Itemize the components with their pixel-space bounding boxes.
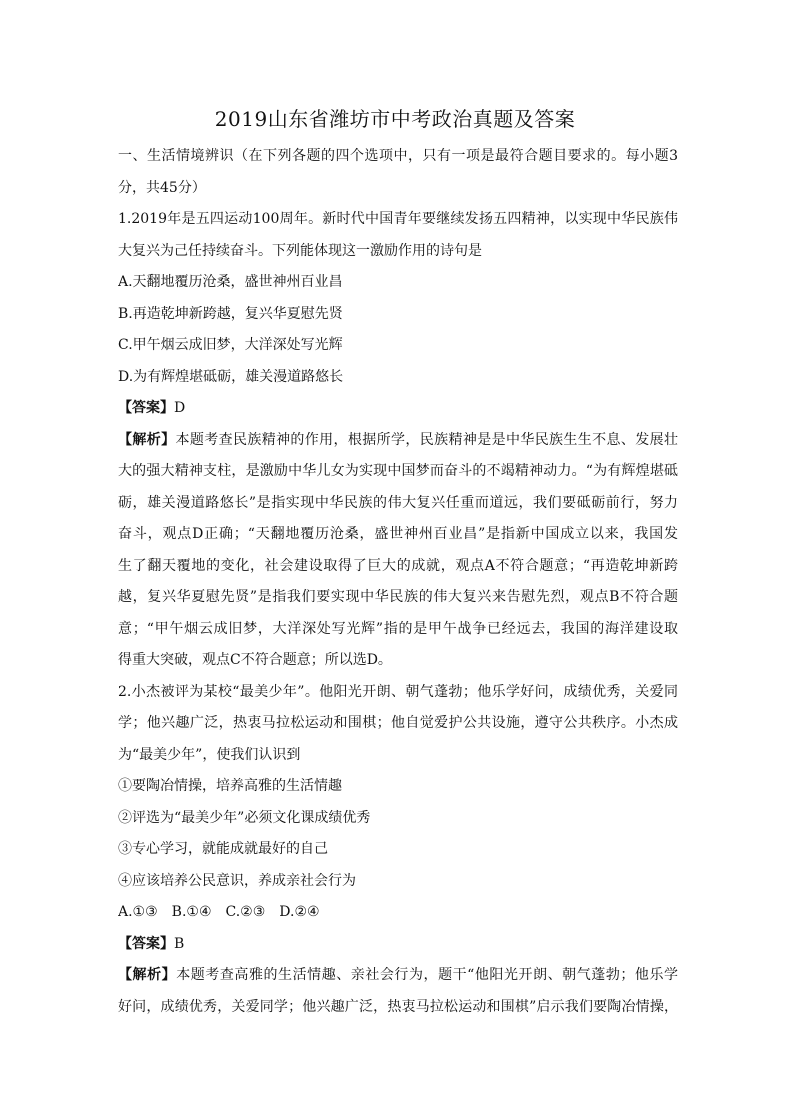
analysis-line: 越，复兴华夏慰先贤”是指我们要实现中华民族的伟大复兴来告慰先烈，观点B不符合题 <box>118 589 678 605</box>
section-heading-line: 分，共45分） <box>118 179 206 196</box>
question-stem-line: 学；他兴趣广泛，热衷马拉松运动和围棋；他自觉爱护公共设施，遵守公共秩序。小杰成 <box>118 715 678 731</box>
answer-label: 【答案】 <box>118 935 174 952</box>
analysis-text: 本题考查民族精神的作用，根据所学，民族精神是是中华民族生生不息、发展壮 <box>175 431 678 448</box>
analysis-text: 本题考查高雅的生活情趣、亲社会行为，题干“他阳光开朗、朝气蓬勃；他乐学 <box>176 967 678 983</box>
question-stem-line: 大复兴为己任持续奋斗。下列能体现这一激励作用的诗句是 <box>118 242 482 259</box>
question-2 <box>118 677 678 1024</box>
analysis-line: 奋斗，观点D正确；“天翻地覆历沧桑，盛世神州百业昌”是指新中国成立以来，我国发 <box>118 526 678 542</box>
analysis-line: 生了翻天覆地的变化，社会建设取得了巨大的成就，观点A不符合题意；“再造乾坤新跨 <box>118 557 678 574</box>
answer-label: 【答案】 <box>118 400 174 416</box>
question-stem-line: 1.2019年是五四运动100周年。新时代中国青年要继续发扬五四精神，以实现中华民族伟 <box>118 211 678 227</box>
question-stem-line: 2.小杰被评为某校“最美少年”。他阳光开朗、朝气蓬勃；他乐学好问，成绩优秀，关爱同 <box>118 683 678 700</box>
document-title: 2019山东省潍坊市中考政治真题及答案 <box>214 107 576 131</box>
analysis-line <box>118 425 678 457</box>
section-heading-line: 一、生活情境辨识（在下列各题的四个选项中，只有一项是最符合题目要求的。每小题3 <box>118 148 678 164</box>
answer-line <box>118 929 678 961</box>
question-1 <box>118 204 678 677</box>
option-a: A.天翻地覆历沧桑，盛世神州百业昌 <box>118 274 343 290</box>
option-d: D.为有辉煌堪砥砺，雄关漫道路悠长 <box>118 368 344 385</box>
analysis-line: 意；“甲午烟云成旧梦，大洋深处写光辉”指的是甲午战争已经远去，我国的海洋建设取 <box>118 620 678 637</box>
answer-value: D <box>174 400 186 416</box>
statement-4: ④应该培养公民意识，养成亲社会行为 <box>118 872 356 889</box>
analysis-label: 【解析】 <box>118 431 176 448</box>
section-heading <box>118 141 678 204</box>
statement-2: ②评选为“最美少年”必须文化课成绩优秀 <box>118 809 371 826</box>
document-body <box>118 141 678 1023</box>
analysis-line <box>118 960 678 992</box>
question-stem-line: 为“最美少年”，使我们认识到 <box>118 746 301 763</box>
analysis-label: 【解析】 <box>118 967 177 983</box>
option-b: B.再造乾坤新跨越，复兴华夏慰先贤 <box>118 305 343 322</box>
option-c: C.甲午烟云成旧梦，大洋深处写光辉 <box>118 337 343 353</box>
answer-line <box>118 393 678 425</box>
analysis-line: 大的强大精神支柱，是激励中华儿女为实现中国梦而奋斗的不竭精神动力。“为有辉煌堪砥 <box>118 463 678 479</box>
statement-1: ①要陶冶情操，培养高雅的生活情趣 <box>118 778 342 794</box>
analysis-line: 砺，雄关漫道路悠长”是指实现中华民族的伟大复兴任重而道远，我们要砥砺前行，努力 <box>118 494 678 511</box>
answer-options: A.①③ B.①④ C.②③ D.②④ <box>118 904 320 920</box>
answer-value: B <box>174 935 185 952</box>
analysis-line: 得重大突破，观点C不符合题意；所以选D。 <box>118 652 392 668</box>
analysis-line: 好问，成绩优秀，关爱同学；他兴趣广泛，热衷马拉松运动和围棋”启示我们要陶冶情操， <box>118 998 678 1015</box>
statement-3: ③专心学习，就能成就最好的自己 <box>118 841 328 857</box>
